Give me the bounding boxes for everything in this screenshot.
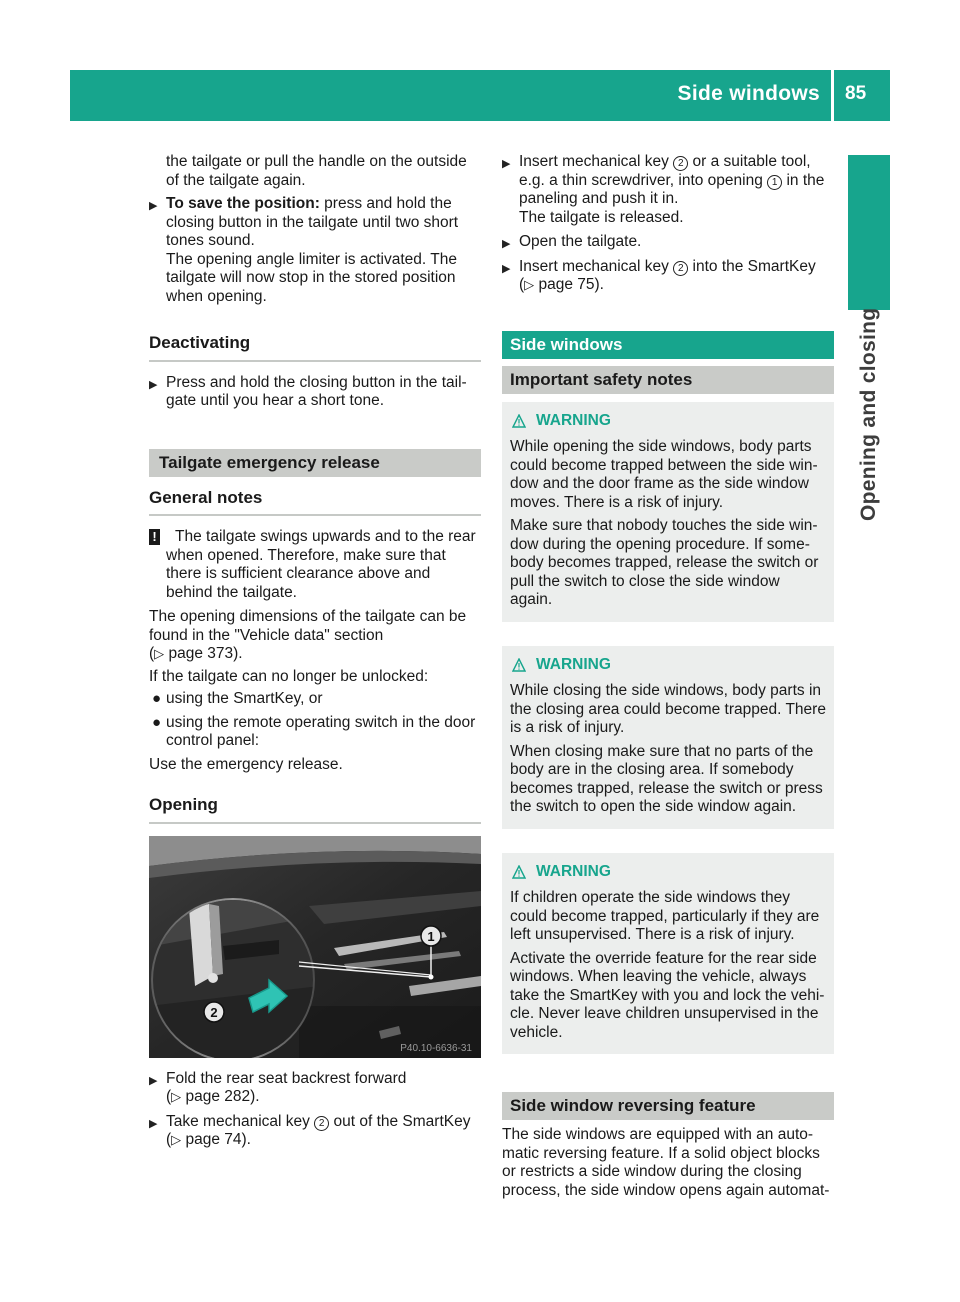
heading-opening: Opening	[149, 796, 481, 824]
page-header-title: Side windows	[677, 82, 820, 105]
insert-key-step: ▶ Insert mechanical key 2 or a suitable tool, e.g. a thin screwdriver, into opening 1 in the paneling and push it in. The tailgate is released.	[502, 153, 834, 227]
page-ref-icon: ▷	[171, 1132, 182, 1147]
warning-triangle-icon	[512, 865, 526, 879]
step-arrow-icon: ▶	[149, 200, 158, 212]
warning-text: Activate the override feature for the rear side windows. When leaving the vehicle, always take the SmartKey with you and lock the vehi-cle. Never leave children unsupervised in the vehicle.	[510, 949, 825, 1041]
step-arrow-icon: ▶	[502, 262, 511, 275]
bullet-icon: ●	[152, 713, 162, 731]
unlock-text: If the tailgate can no longer be unlocked:	[149, 667, 429, 685]
warning-triangle-icon	[512, 658, 526, 672]
step-arrow-icon: ▶	[502, 238, 511, 250]
section-side-window-reversing-feature: Side window reversing feature	[502, 1092, 834, 1120]
step-arrow-icon: ▶	[149, 1117, 158, 1130]
page-ref-75[interactable]: page 75).	[538, 276, 604, 293]
header-divider	[831, 70, 834, 121]
page-ref-74[interactable]: page 74).	[185, 1131, 251, 1148]
note-block: ! The tailgate swings upwards and to the rear when opened. Therefore, make sure that there is sufficient clearance above and behind the tailgate.	[149, 528, 481, 602]
image-code: P40.10-6636-31	[400, 1042, 472, 1054]
left-column	[149, 153, 481, 1156]
chapter-tab	[848, 155, 890, 310]
warning-header: WARNING	[510, 412, 826, 431]
page-ref-icon: ▷	[524, 277, 535, 292]
section-tailgate-emergency-release: Tailgate emergency release	[149, 449, 481, 477]
heading-general-notes: General notes	[149, 489, 481, 517]
list-item: ● using the remote operating switch in the door control panel:	[152, 713, 476, 749]
number-2-icon: 2	[673, 156, 688, 171]
right-column	[502, 153, 834, 1200]
fold-seat-step: ▶ Fold the rear seat backrest forward (▷ page 282).	[149, 1069, 407, 1105]
warning-triangle-icon	[512, 414, 526, 428]
warning-header: WARNING	[510, 656, 826, 675]
warning-text: If children operate the side windows they could become trapped, particularly if they are left unsupervised. There is a risk of injury.	[510, 889, 820, 943]
save-position-step: ▶ To save the position: press and hold the closing button in the tailgate until two short tones sound. The opening angle limiter is activated. The tailgate will now stop in the stored position when opening.	[149, 195, 481, 306]
warning-box	[502, 853, 834, 1055]
use-text: Use the emergency release.	[149, 755, 343, 773]
step-arrow-icon: ▶	[502, 158, 511, 170]
intro-text: the tailgate or pull the handle on the outside of the tailgate again.	[166, 153, 467, 189]
page-ref-icon: ▷	[171, 1089, 182, 1104]
chapter-label: Opening and closing	[857, 308, 880, 522]
callout-2: 2	[210, 1004, 218, 1020]
heading-deactivating: Deactivating	[149, 334, 481, 362]
warning-text: While closing the side windows, body parts in the closing area could become trapped. There is a risk of injury.	[510, 682, 826, 736]
number-2-icon: 2	[673, 261, 688, 276]
exclamation-icon: !	[149, 529, 160, 545]
page-ref-373[interactable]: page 373).	[168, 645, 243, 662]
section-side-windows: Side windows	[502, 331, 834, 359]
warning-text: When closing make sure that no parts of the body are in the closing area. If somebody becomes trapped, release the switch or press the switch to open the side window again.	[510, 742, 823, 815]
warning-box	[502, 646, 834, 829]
page-number: 85	[845, 83, 867, 104]
list-item: ● using the SmartKey, or	[152, 690, 323, 707]
bullet-icon: ●	[152, 690, 162, 707]
warning-header: WARNING	[510, 863, 826, 882]
warning-text: Make sure that nobody touches the side win-dow during the opening procedure. If some-body becomes trapped, release the switch or pull the switch to close the side window again.	[510, 517, 819, 608]
reversing-text: The side windows are equipped with an auto-matic reversing feature. If a solid object blocks or restricts a side window during the closing process, the side window opens again automat-	[502, 1126, 830, 1199]
step-result: The opening angle limiter is activated. The tailgate will now stop in the stored position when opening.	[166, 250, 457, 305]
dimensions-text: The opening dimensions of the tailgate can be found in the "Vehicle data" section (▷ page 373).	[149, 608, 467, 662]
warning-box	[502, 402, 834, 622]
section-important-safety-notes: Important safety notes	[502, 366, 834, 394]
step-arrow-icon: ▶	[149, 1074, 158, 1087]
step-arrow-icon: ▶	[149, 378, 158, 391]
number-1-icon: 1	[767, 175, 782, 190]
warning-text: While opening the side windows, body parts could become trapped between the side win-dow and the door frame as the side window moves. There is a risk of injury.	[510, 438, 818, 511]
deactivating-step: ▶ Press and hold the closing button in the tail-gate until you hear a short tone.	[149, 373, 467, 409]
callout-1: 1	[427, 928, 435, 944]
number-2-icon: 2	[314, 1116, 329, 1131]
take-key-step: ▶ Take mechanical key 2 out of the SmartKey (▷ page 74).	[149, 1112, 471, 1148]
page-ref-icon: ▷	[154, 646, 165, 661]
reinsert-key-step: ▶ Insert mechanical key 2 into the SmartKey (▷ page 75).	[502, 257, 816, 293]
header-bar	[70, 70, 890, 121]
page-ref-282[interactable]: page 282).	[185, 1088, 260, 1105]
tailgate-emergency-release-image	[149, 836, 481, 1058]
open-tailgate-step: ▶ Open the tailgate.	[502, 233, 834, 252]
step-result: The tailgate is released.	[519, 208, 684, 226]
